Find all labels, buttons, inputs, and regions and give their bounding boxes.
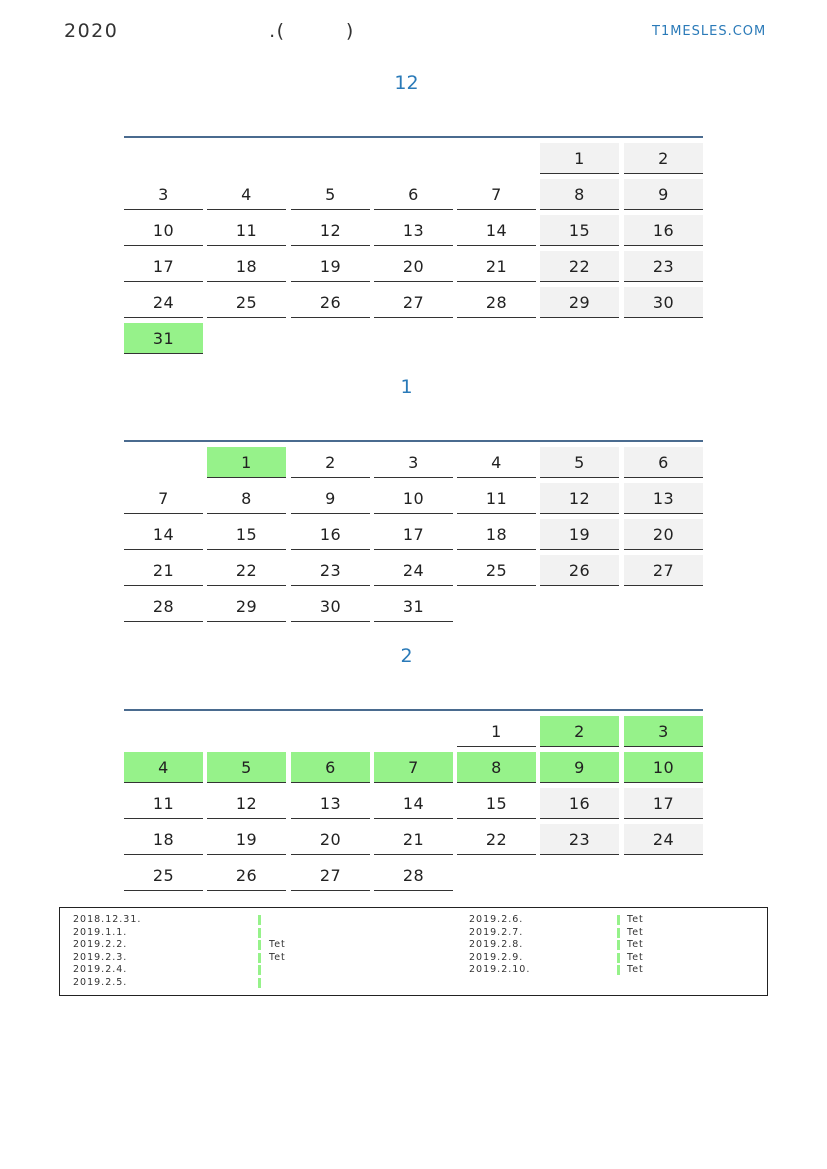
day-cell: 16	[291, 519, 370, 550]
day-cell: 28	[457, 287, 536, 318]
day-cell-holiday: 31	[124, 323, 203, 354]
day-cell-weekend: 16	[624, 215, 703, 246]
day-cell: 12	[207, 788, 286, 819]
day-cell: 5	[291, 179, 370, 210]
legend-date: 2019.2.5.	[73, 976, 128, 988]
month-title-january: 1	[400, 376, 413, 398]
day-cell-weekend: 15	[540, 215, 619, 246]
day-cell: 23	[291, 555, 370, 586]
day-cell: 13	[374, 215, 453, 246]
day-cell-holiday: 1	[207, 447, 286, 478]
day-cell-holiday: 10	[624, 752, 703, 783]
day-cell: 10	[124, 215, 203, 246]
legend-holiday-marker	[258, 965, 261, 975]
legend-holiday-marker	[617, 915, 620, 925]
legend-date: 2019.2.7.	[469, 926, 524, 938]
day-cell-weekend: 26	[540, 555, 619, 586]
month-title-december: 12	[394, 72, 419, 94]
calendar-february	[124, 709, 703, 891]
day-cell: 8	[207, 483, 286, 514]
day-cell-holiday: 4	[124, 752, 203, 783]
day-cell: 14	[374, 788, 453, 819]
day-cell: 21	[457, 251, 536, 282]
legend-note: Tet	[627, 951, 644, 963]
day-cell-weekend: 22	[540, 251, 619, 282]
day-cell: 11	[207, 215, 286, 246]
day-cell-weekend: 30	[624, 287, 703, 318]
day-cell: 3	[124, 179, 203, 210]
week-row	[124, 586, 703, 622]
legend-date: 2019.2.4.	[73, 964, 128, 975]
week-row	[124, 174, 703, 210]
week-row	[124, 442, 703, 478]
day-cell: 4	[457, 447, 536, 478]
day-cell-weekend: 23	[540, 824, 619, 855]
legend-date: 2019.2.8.	[469, 939, 524, 950]
day-cell-weekend: 27	[624, 555, 703, 586]
day-cell-weekend: 17	[624, 788, 703, 819]
calendar-december	[124, 136, 703, 354]
day-cell: 22	[457, 824, 536, 855]
day-cell-holiday: 5	[207, 752, 286, 783]
day-cell: 25	[207, 287, 286, 318]
week-row	[124, 819, 703, 855]
day-cell: 27	[374, 287, 453, 318]
week-row	[124, 478, 703, 514]
legend-note: Tet	[627, 939, 644, 950]
legend-holiday-marker	[617, 965, 620, 975]
week-row	[124, 514, 703, 550]
day-cell-weekend: 12	[540, 483, 619, 514]
day-cell: 20	[291, 824, 370, 855]
day-cell: 9	[291, 483, 370, 514]
day-cell: 20	[374, 251, 453, 282]
day-cell: 31	[374, 591, 453, 622]
day-cell: 18	[124, 824, 203, 855]
day-cell-weekend: 13	[624, 483, 703, 514]
day-cell-weekend: 8	[540, 179, 619, 210]
day-cell: 30	[291, 591, 370, 622]
day-cell: 11	[124, 788, 203, 819]
legend-date: 2019.2.6.	[469, 914, 524, 925]
week-row	[124, 318, 703, 354]
legend-note: Tet	[627, 926, 644, 938]
day-cell: 11	[457, 483, 536, 514]
day-cell-weekend: 5	[540, 447, 619, 478]
day-cell: 3	[374, 447, 453, 478]
week-row	[124, 747, 703, 783]
day-cell: 27	[291, 860, 370, 891]
day-cell: 14	[124, 519, 203, 550]
week-row	[124, 282, 703, 318]
day-cell: 18	[457, 519, 536, 550]
legend-note: Tet	[269, 951, 286, 963]
day-cell: 25	[457, 555, 536, 586]
week-row	[124, 711, 703, 747]
legend-holiday-marker	[258, 953, 261, 963]
legend-date: 2019.2.9.	[469, 951, 524, 963]
day-cell-weekend: 9	[624, 179, 703, 210]
day-cell-weekend: 24	[624, 824, 703, 855]
day-cell: 26	[207, 860, 286, 891]
day-cell: 7	[124, 483, 203, 514]
legend-date: 2019.2.10.	[469, 964, 531, 975]
day-cell-weekend: 29	[540, 287, 619, 318]
week-row	[124, 855, 703, 891]
day-cell-weekend: 19	[540, 519, 619, 550]
week-row	[124, 550, 703, 586]
page-title: 2020 .( )	[64, 20, 355, 42]
day-cell: 6	[374, 179, 453, 210]
day-cell: 28	[124, 591, 203, 622]
day-cell-holiday: 6	[291, 752, 370, 783]
legend-note: Tet	[269, 939, 286, 950]
day-cell-weekend: 23	[624, 251, 703, 282]
day-cell: 12	[291, 215, 370, 246]
day-cell-weekend: 16	[540, 788, 619, 819]
legend-holiday-marker	[617, 940, 620, 950]
day-cell: 22	[207, 555, 286, 586]
day-cell-weekend: 20	[624, 519, 703, 550]
day-cell: 21	[124, 555, 203, 586]
day-cell: 19	[291, 251, 370, 282]
day-cell: 2	[291, 447, 370, 478]
day-cell: 17	[374, 519, 453, 550]
legend-holiday-marker	[617, 953, 620, 963]
day-cell: 21	[374, 824, 453, 855]
day-cell: 19	[207, 824, 286, 855]
day-cell: 28	[374, 860, 453, 891]
day-cell: 17	[124, 251, 203, 282]
day-cell-holiday: 9	[540, 752, 619, 783]
legend-date: 2018.12.31.	[73, 914, 142, 925]
day-cell-holiday: 7	[374, 752, 453, 783]
day-cell: 4	[207, 179, 286, 210]
legend-date: 2019.2.3.	[73, 951, 128, 963]
day-cell: 29	[207, 591, 286, 622]
day-cell: 14	[457, 215, 536, 246]
day-cell: 24	[374, 555, 453, 586]
day-cell: 25	[124, 860, 203, 891]
legend-holiday-marker	[258, 928, 261, 938]
day-cell: 15	[207, 519, 286, 550]
day-cell: 15	[457, 788, 536, 819]
legend-date: 2019.1.1.	[73, 926, 128, 938]
day-cell: 24	[124, 287, 203, 318]
day-cell: 10	[374, 483, 453, 514]
legend-holiday-marker	[617, 928, 620, 938]
week-row	[124, 210, 703, 246]
day-cell: 18	[207, 251, 286, 282]
legend-holiday-marker	[258, 915, 261, 925]
week-row	[124, 783, 703, 819]
calendar-january	[124, 440, 703, 622]
day-cell: 26	[291, 287, 370, 318]
day-cell: 13	[291, 788, 370, 819]
day-cell-holiday: 2	[540, 716, 619, 747]
legend-note: Tet	[627, 914, 644, 925]
legend-note: Tet	[627, 964, 644, 975]
legend-holiday-marker	[258, 940, 261, 950]
legend-date: 2019.2.2.	[73, 939, 128, 950]
day-cell-weekend: 1	[540, 143, 619, 174]
month-title-february: 2	[400, 645, 413, 667]
day-cell-holiday: 3	[624, 716, 703, 747]
week-row	[124, 246, 703, 282]
holiday-legend	[59, 907, 768, 996]
day-cell: 1	[457, 716, 536, 747]
day-cell: 7	[457, 179, 536, 210]
day-cell-weekend: 2	[624, 143, 703, 174]
day-cell-weekend: 6	[624, 447, 703, 478]
site-brand-link[interactable]: T1MESLES.COM	[652, 24, 767, 39]
legend-holiday-marker	[258, 978, 261, 988]
day-cell-holiday: 8	[457, 752, 536, 783]
week-row	[124, 138, 703, 174]
